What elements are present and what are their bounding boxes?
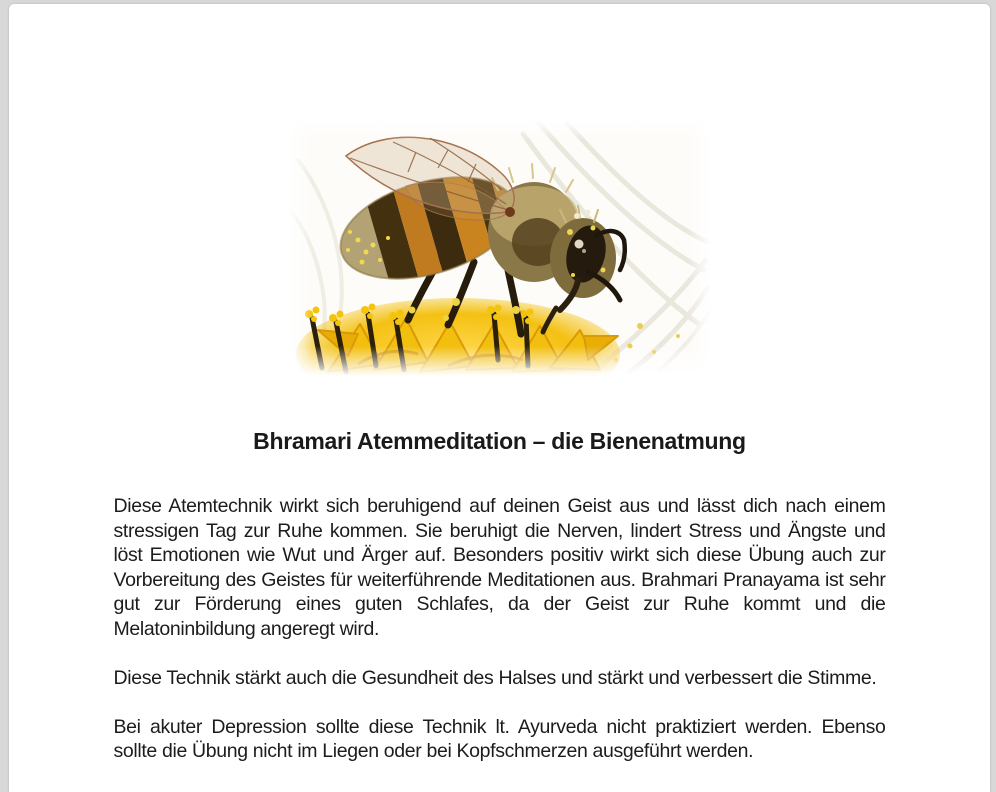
- document-title: Bhramari Atemmeditation – die Bienenatmung: [253, 428, 746, 454]
- paragraph-1: Diese Atemtechnik wirkt sich beruhigend auf deinen Geist aus und lässt dich nach einem stressigen Tag zur Ruhe kommen. Sie beruhigt die Nerven, lindert Stress und Ängste und löst Emotionen wie Wut und Ärger auf. Besonders positiv wirkt sich diese Übung auch zur Vorbereitung des Geistes für weiterführende Meditationen aus. Brahmari Pranayama ist sehr gut zur Förderung eines guten Schlafes, da der Geist zur Ruhe kommt und die Melatoninbildung angeregt wird.: [113, 495, 886, 640]
- bee-on-flower-illustration: [288, 120, 712, 376]
- wing-joint: [505, 207, 515, 217]
- document-page: [9, 4, 990, 792]
- document-body: [114, 494, 886, 764]
- bee-photo: [288, 120, 712, 376]
- paragraph-2: Diese Technik stärkt auch die Gesundheit des Halses und stärkt und verbessert die Stimme.: [113, 666, 877, 689]
- paragraph-3: Bei akuter Depression sollte diese Technik lt. Ayurveda nicht praktiziert werden. Ebenso sollte die Übung nicht im Liegen oder bei Kopfschmerzen ausgeführt werden.: [113, 715, 886, 762]
